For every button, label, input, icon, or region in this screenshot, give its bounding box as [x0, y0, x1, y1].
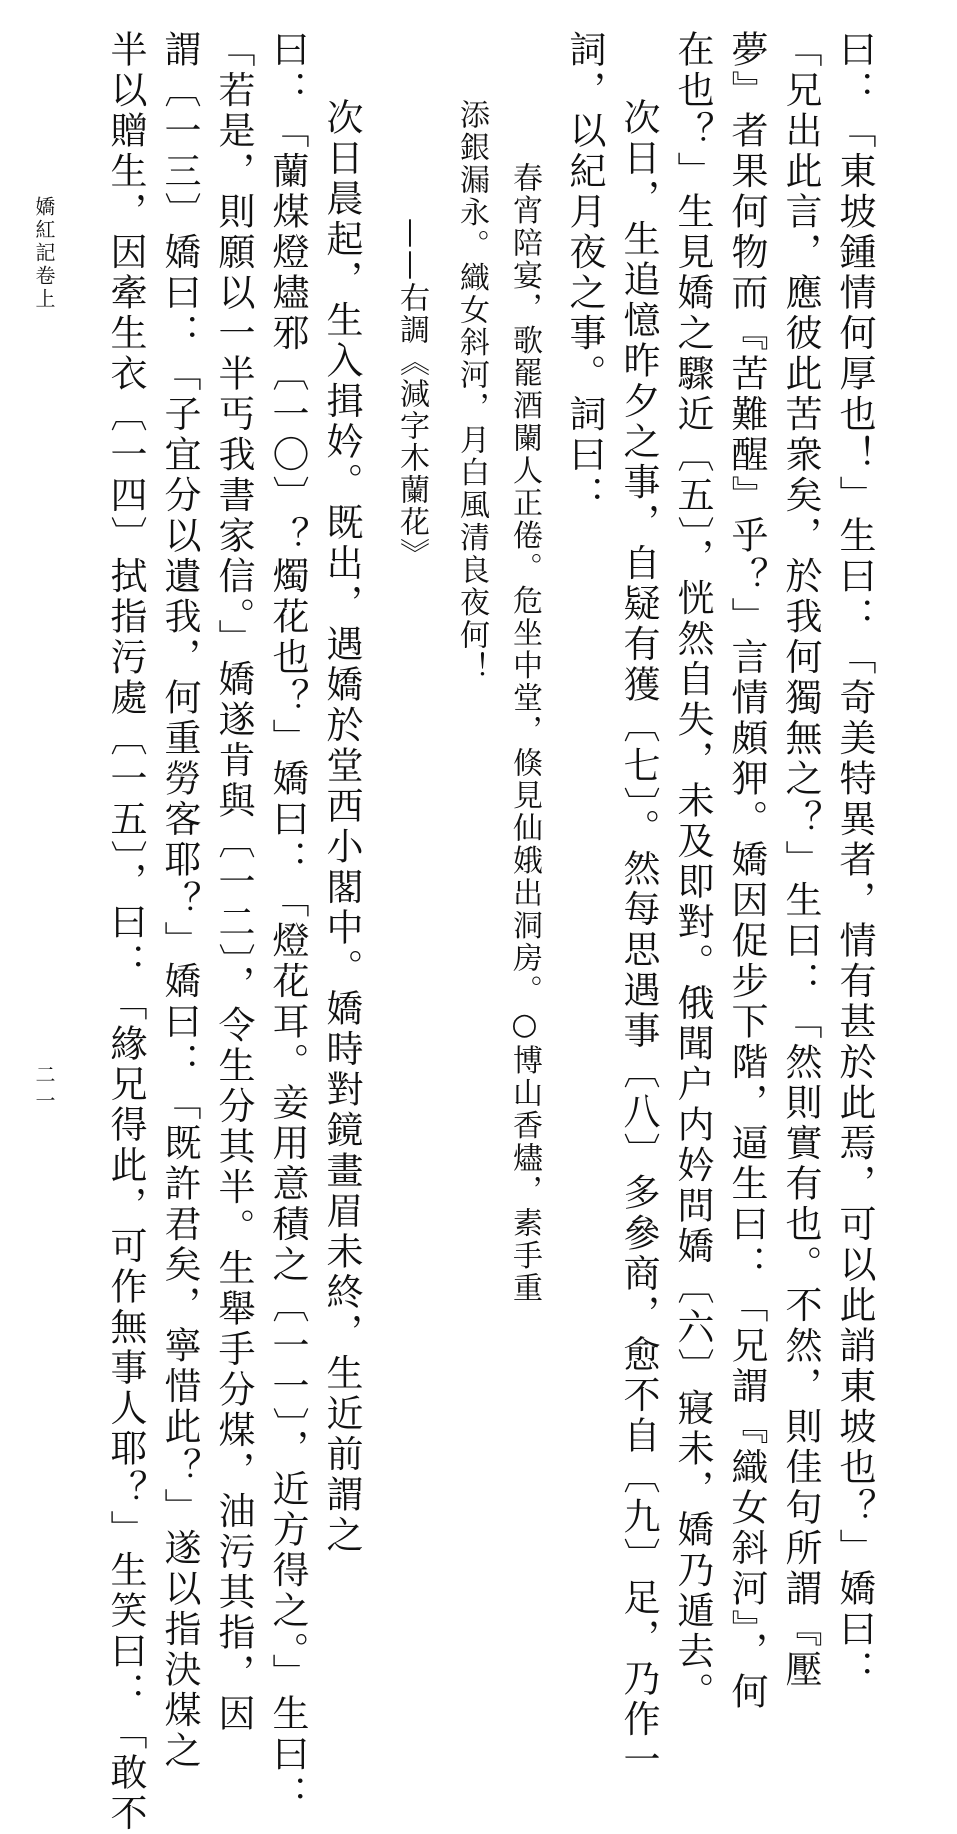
text-column-1: 曰：「東坡鍾情何厚也！」生曰：「奇美特異者，情有甚於此焉，可以此誚東坡也？」嬌曰： — [833, 30, 876, 1691]
text-column-9: 「若是，則願以一半丐我書家信。」嬌遂肯與〔一二〕，令生分其半。生舉手分煤，油污其指，因 — [212, 30, 255, 1735]
text-column-4: 在也？」生見嬌之驟近〔五〕，恍然自失，未及即對。俄聞户内妗問嬌〔六〕寢未，嬌乃遁去。 — [671, 30, 714, 1713]
text-column-3: 夢』者果何物而『苦難醒』乎？」言情頗狎。嬌因促步下階，逼生曰：「兄謂『織女斜河』，何 — [725, 30, 768, 1713]
text-column-5: 次日，生追憶昨夕之事，自疑有獲〔七〕。然每思遇事〔八〕多參商，愈不自〔九〕足，乃作一 — [617, 98, 660, 1781]
text-column-10: 謂〔一三〕嬌曰：「子宜分以遺我，何重勞客耶？」嬌曰：「既許君矣，寧惜此？」遂以指決煤之 — [158, 30, 201, 1772]
text-column-8: 曰：「蘭煤燈燼邪〔一〇〕？燭花也？」嬌曰：「燈花耳。妾用意積之〔一一〕，近方得之。」生曰： — [266, 30, 309, 1816]
poem-line-2: 添銀漏永。織女斜河，月白風清良夜何！ — [454, 99, 489, 684]
running-title: 嬌紅記卷上 — [32, 196, 56, 311]
text-column-7: 次日晨起，生入揖妗。既出，遇嬌於堂西小閣中。嬌時對鏡畫眉未終，生近前謂之 — [320, 98, 363, 1556]
poem-credit: ——右調《減字木蘭花》 — [394, 218, 429, 570]
page-number: 二一 — [32, 1064, 56, 1116]
text-column-6: 詞，以紀月夜之事。詞曰： — [563, 30, 606, 516]
poem-line-1: 春宵陪宴，歌罷酒闌人正倦。危坐中堂，倏見仙娥出洞房。○博山香燼，素手重 — [507, 162, 542, 1305]
text-column-11: 半以贈生，因牽生衣〔一四〕拭指污處〔一五〕，曰：「緣兄得此，可作無事人耶？」生笑曰：「敢不 — [104, 30, 147, 1834]
text-column-2: 「兄出此言，應彼此苦衆矣，於我何獨無之？」生曰：「然則實有也。不然，則佳句所謂『壓 — [779, 30, 822, 1691]
